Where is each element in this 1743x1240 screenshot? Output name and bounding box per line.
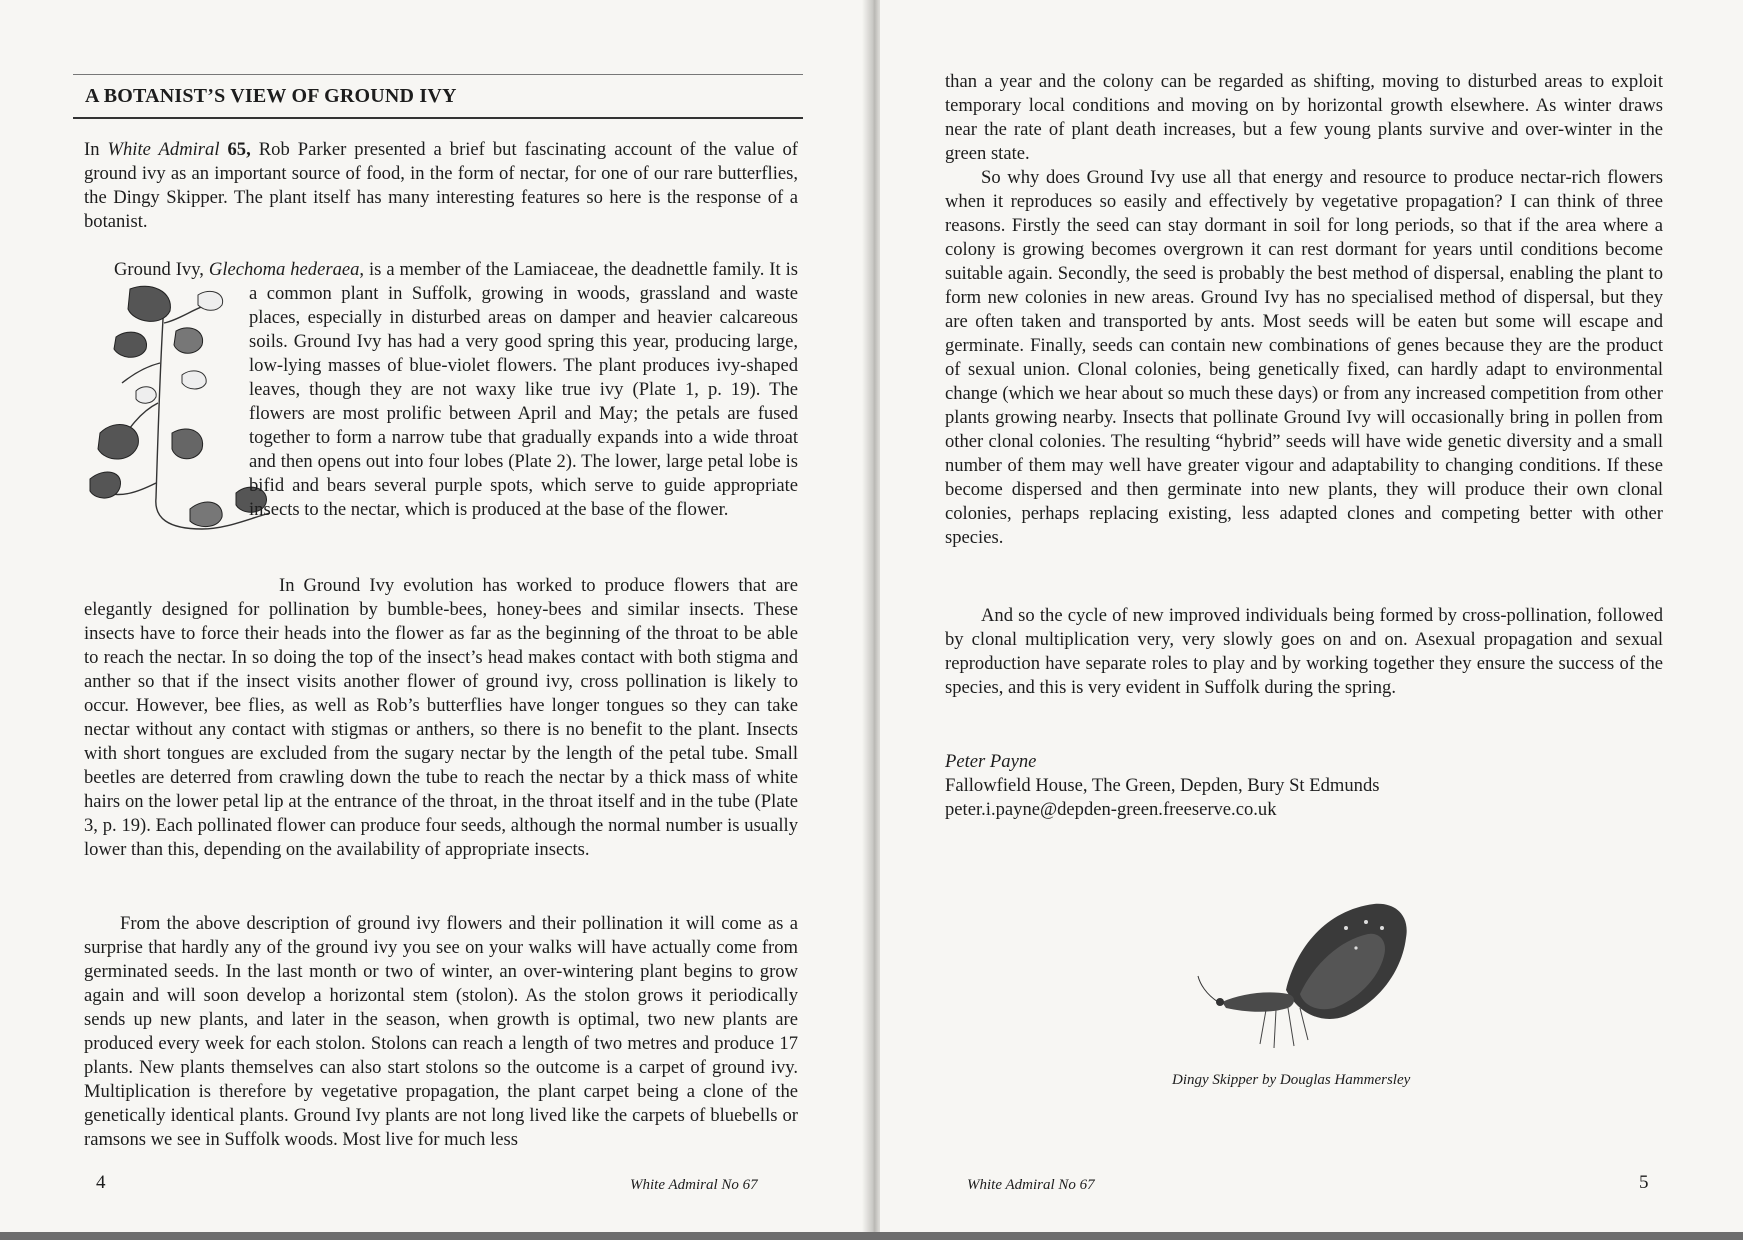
article-title-block bbox=[73, 74, 803, 119]
ground-ivy-description bbox=[114, 258, 798, 522]
propagation-paragraph bbox=[84, 912, 798, 1152]
author-address: Fallowfield House, The Green, Depden, Bury St Edmunds bbox=[945, 775, 1380, 796]
journal-name: White Admiral bbox=[107, 139, 220, 160]
intro-pre: In bbox=[84, 139, 108, 160]
page-number-right: 5 bbox=[1639, 1172, 1649, 1193]
illustration-caption: Dingy Skipper by Douglas Hammersley bbox=[1172, 1072, 1411, 1088]
issue-number: 65, bbox=[227, 139, 251, 160]
right-para3: And so the cycle of new improved individuals being formed by cross-pollination, followed by clonal multiplication very, very slowly goes on and on. Asexual propagation and sexual reproduction have separate roles to play and by working together they ensure the success of the species, and this is very evident in Suffolk during the spring. bbox=[945, 605, 1663, 698]
author-name: Peter Payne bbox=[945, 751, 1037, 772]
author-signature bbox=[945, 750, 1663, 822]
intro-paragraph bbox=[84, 138, 798, 234]
left-page bbox=[0, 0, 868, 1240]
right-para1: than a year and the colony can be regarded as shifting, moving to disturbed areas to exploit temporary local conditions and moving on by horizontal growth elsewhere. As winter draws near the rate of plant death increases, but a few young plants survive and over-winter in the green state. bbox=[945, 71, 1663, 164]
para3: From the above description of ground ivy flowers and their pollination it will come as a surprise that hardly any of the ground ivy you see on your walks will have actually come from germinated seeds. In the last month or two of winter, an over-wintering plant begins to grow again and will soon develop a horizontal stem (stolon). As the stolon grows it periodically sends up new plants, and later in the season, when growth is optimal, two new plants are produced every week for each stolon. Stolons can reach a length of two metres and produce 17 plants. New plants themselves can also start stolons so the outcome is a carpet of ground ivy. Multiplication is therefore by vegetative propagation, the plant carpet being a clone of the genetically identical plants. Ground Ivy plants are not long lived like the carpets of bluebells or ramsons we see in Suffolk woods. Most live for much less bbox=[84, 913, 798, 1150]
right-para-3 bbox=[945, 604, 1663, 700]
right-para2: So why does Ground Ivy use all that energy and resource to produce nectar-rich flowers when it reproduces so easily and effectively by vegetative propagation? I can think of three reasons. Firstly the seed can stay dormant in soil for long periods, so that if the area where a colony is growing becomes overgrown it can rest dormant for years until conditions become suitable again. Secondly, the seed is probably the best method of dispersal, enabling the plant to form new colonies in new areas. Ground Ivy has no specialised method of dispersal, but they are often taken and transported by ants. Most seeds will be eaten but some will escape and germinate. Finally, seeds can contain new combinations of genes because they are the product of sexual union. Clonal colonies, being genetically fixed, can hardly adapt to environmental change (which we hear about so much these days) or from any increased competition from other plants growing nearby. Insects that pollinate Ground Ivy will occasionally bring in pollen from other clonal colonies. The resulting “hybrid” seeds will have wide genetic diversity and a small number of them may well have greater vigour and adaptability to changing conditions. If these become dispersed and then germinate into new plants, they will produce their own clonal colonies, perhaps replacing existing, less adapted clones and competing better with other species. bbox=[945, 167, 1663, 548]
author-email: peter.i.payne@depden-green.freeserve.co.uk bbox=[945, 799, 1277, 820]
para1-text: , is a member of the Lamiaceae, the deadnettle family. It is a common plant in Suffolk, growing in woods, grassland and waste places, especially in disturbed areas on damper and heavier calcareous soils. Ground Ivy has had a very good spring this year, producing large, low-lying masses of blue-violet flowers. The plant produces ivy-shaped leaves, though they are not waxy like true ivy (Plate 1, p. 19). The flowers are most prolific between April and May; the petals are fused together to form a narrow tube that gradually expands into a wide throat and then opens out into four lobes (Plate 2). The lower, large petal lobe is bifid and bears several purple spots, which serve to guide appropriate insects to the nectar, which is produced at the base of the flower. bbox=[249, 259, 798, 520]
footer-left: White Admiral No 67 bbox=[630, 1177, 758, 1193]
right-para-2 bbox=[945, 166, 1663, 550]
pollination-paragraph bbox=[84, 574, 798, 862]
right-para-1 bbox=[945, 70, 1663, 166]
scan-edge bbox=[0, 1232, 1743, 1240]
para2: In Ground Ivy evolution has worked to produce flowers that are elegantly designed for pollination by bumble-bees, honey-bees and similar insects. These insects have to force their heads into the flower as far as the beginning of the throat to be able to reach the nectar. In so doing the top of the insect’s head makes contact with both stigma and anther so that if the insect visits another flower of ground ivy, cross pollination is likely to occur. However, bee flies, as well as Rob’s butterflies have longer tongues so they can take nectar without any contact with stigmas or anthers, so there is no benefit to the plant. Insects with short tongues are excluded from the sugary nectar by the length of the petal tube. Small beetles are deterred from crawling down the tube to reach the nectar by a thick mass of white hairs on the lower petal lip at the entrance of the throat, in the throat itself and in the tube (Plate 3, p. 19). Each pollinated flower can produce four seeds, although the normal number is usually lower than this, depending on the availability of appropriate insects. bbox=[84, 575, 798, 860]
dingy-skipper-illustration bbox=[1196, 898, 1426, 1058]
page-number-left: 4 bbox=[96, 1172, 106, 1193]
article-title: A BOTANIST’S VIEW OF GROUND IVY bbox=[85, 85, 457, 107]
latin-name: Glechoma hederaea bbox=[208, 259, 360, 280]
intro-text: Rob Parker presented a brief but fascinating account of the value of ground ivy as an important source of food, in the form of nectar, for one of our rare butterflies, the Dingy Skipper. The plant itself has many interesting features so here is the response of a botanist. bbox=[84, 139, 798, 232]
title-rule-bottom bbox=[73, 117, 803, 119]
footer-right: White Admiral No 67 bbox=[967, 1177, 1095, 1193]
ground-ivy-illustration bbox=[86, 283, 276, 573]
para1-pre: Ground Ivy, bbox=[114, 259, 209, 280]
